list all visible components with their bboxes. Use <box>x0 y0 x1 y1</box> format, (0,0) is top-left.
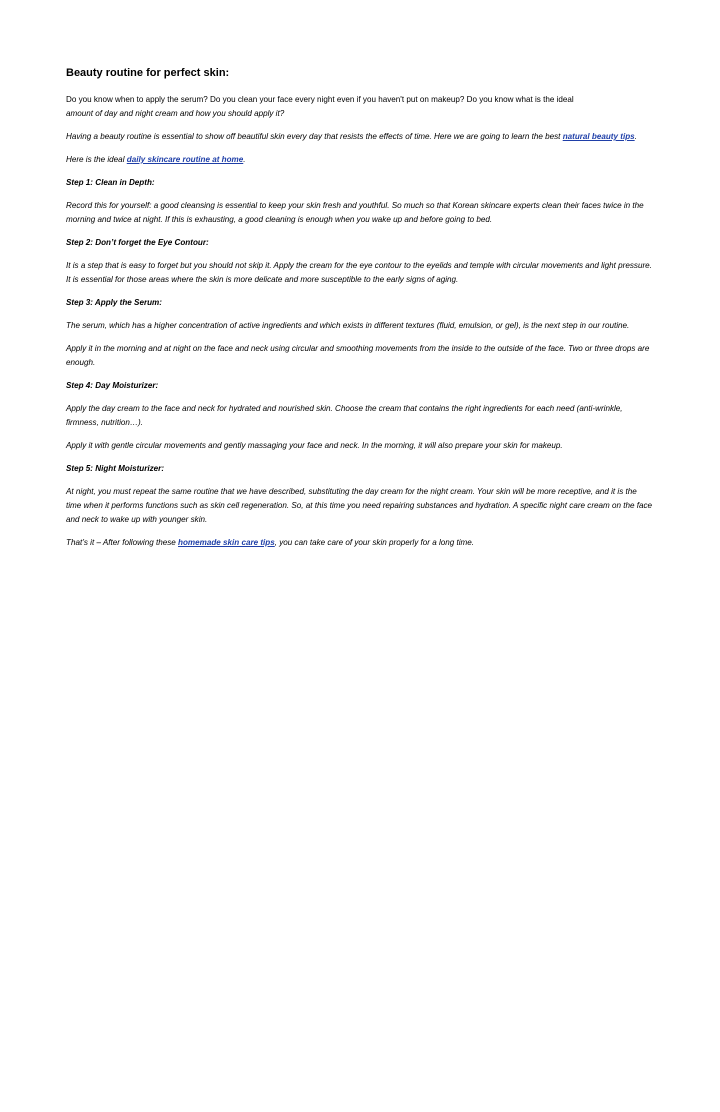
intro-paragraph <box>66 93 654 121</box>
step-3-paragraph: Apply it in the morning and at night on the face and neck using circular and smoothing movements from the inside to the outside of the face. Two or three drops are enough. <box>66 344 650 367</box>
step-4-paragraph: Apply it with gentle circular movements and gently massaging your face and neck. In the morning, it will also prepare your skin for makeup. <box>66 441 563 450</box>
ideal-text: Here is the ideal <box>66 155 127 164</box>
step-2-paragraph: It is a step that is easy to forget but you should not skip it. Apply the cream for the eye contour to the eyelids and temple with circular movements and light pressure. It is essential for those areas where the skin is more delicate and more susceptible to the early signs of aging. <box>66 261 652 284</box>
step-2-heading: Step 2: Don’t forget the Eye Contour: <box>66 238 209 247</box>
intro-text-italic: amount of day and night cream and how you should apply it? <box>66 109 285 118</box>
closing-text-end: , you can take care of your skin properly for a long time. <box>274 538 475 547</box>
homemade-skin-care-tips-link[interactable]: homemade skin care tips <box>178 538 275 547</box>
step-4-heading: Step 4: Day Moisturizer: <box>66 381 159 390</box>
step-5-paragraph: At night, you must repeat the same routine that we have described, substituting the day cream for the night cream. Your skin will be more receptive, and it is the time when it performs functions such as skin cell regeneration. So, at this time you need repairing substances and hydration. A specific night care cream on the face and neck to wake up with younger skin. <box>66 487 653 524</box>
step-5-heading: Step 5: Night Moisturizer: <box>66 464 165 473</box>
natural-beauty-tips-link[interactable]: natural beauty tips <box>562 132 635 141</box>
routine-paragraph <box>66 130 654 144</box>
daily-skincare-routine-link[interactable]: daily skincare routine at home <box>126 155 244 164</box>
routine-text-end: . <box>634 132 637 141</box>
step-3-paragraph: The serum, which has a higher concentration of active ingredients and which exists in different textures (fluid, emulsion, or gel), is the next step in our routine. <box>66 321 630 330</box>
step-1-heading: Step 1: Clean in Depth: <box>66 178 155 187</box>
intro-text: Do you know when to apply the serum? Do you clean your face every night even if you haven't put on makeup? Do you know what is the ideal <box>66 95 574 104</box>
closing-text: That’s it – After following these <box>66 538 179 547</box>
routine-text: Having a beauty routine is essential to show off beautiful skin every day that resists the effects of time. Here we are going to learn the best <box>66 132 563 141</box>
closing-paragraph <box>66 536 654 550</box>
ideal-text-end: . <box>243 155 246 164</box>
step-1-paragraph: Record this for yourself: a good cleansing is essential to keep your skin fresh and youthful. So much so that Korean skincare experts clean their faces twice in the morning and twice at night. If this is exhausting, a good cleaning is enough when you wake up and before going to bed. <box>66 201 644 224</box>
ideal-paragraph <box>66 153 654 167</box>
page-title: Beauty routine for perfect skin: <box>66 67 230 79</box>
step-4-paragraph: Apply the day cream to the face and neck for hydrated and nourished skin. Choose the cream that contains the right ingredients for each need (anti-wrinkle, firmness, nutrition…). <box>66 404 623 427</box>
step-3-heading: Step 3: Apply the Serum: <box>66 298 162 307</box>
